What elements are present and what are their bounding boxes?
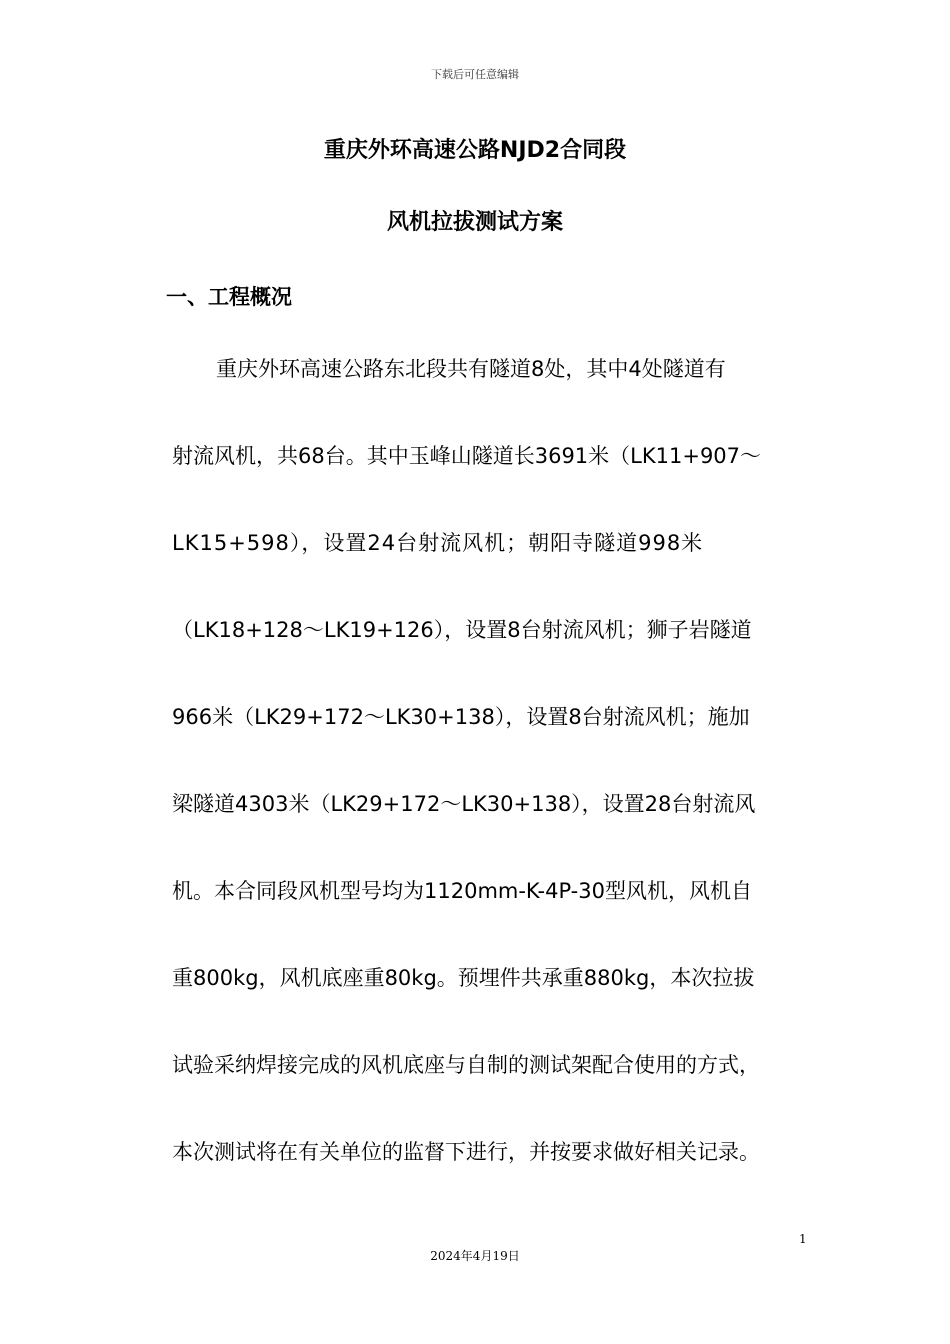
- paragraph-line: 本次测试将在有关单位的监督下进行，并按要求做好相关记录。: [172, 1140, 760, 1164]
- footer-date: 2024年4月19日: [430, 1249, 520, 1263]
- paragraph-line: 梁隧道4303米（LK29+172～LK30+138），设置28台射流风: [172, 792, 756, 816]
- paragraph-line: 重800kg，风机底座重80kg。预埋件共承重880kg，本次拉拔: [172, 966, 755, 990]
- document-subtitle: 风机拉拔测试方案: [386, 210, 563, 235]
- paragraph-line: 射流风机，共68台。其中玉峰山隧道长3691米（LK11+907～: [172, 444, 762, 468]
- paragraph-line: 966米（LK29+172～LK30+138），设置8台射流风机；施加: [172, 705, 750, 729]
- paragraph-line: LK15+598），设置24台射流风机；朝阳寺隧道998米: [172, 531, 704, 555]
- section-heading: 一、工程概况: [166, 285, 292, 309]
- page-number: 1: [799, 1232, 807, 1246]
- paragraph-line: 机。本合同段风机型号均为1120mm-K-4P-30型风机，风机自: [172, 879, 752, 903]
- paragraph-line: （LK18+128～LK19+126），设置8台射流风机；狮子岩隧道: [172, 618, 752, 642]
- header-note: 下载后可任意编辑: [431, 68, 519, 81]
- document-title: 重庆外环高速公路NJD2合同段: [323, 138, 627, 163]
- paragraph-line: 试验采纳焊接完成的风机底座与自制的测试架配合使用的方式，: [172, 1053, 760, 1077]
- paragraph-line: 重庆外环高速公路东北段共有隧道8处，其中4处隧道有: [216, 357, 726, 381]
